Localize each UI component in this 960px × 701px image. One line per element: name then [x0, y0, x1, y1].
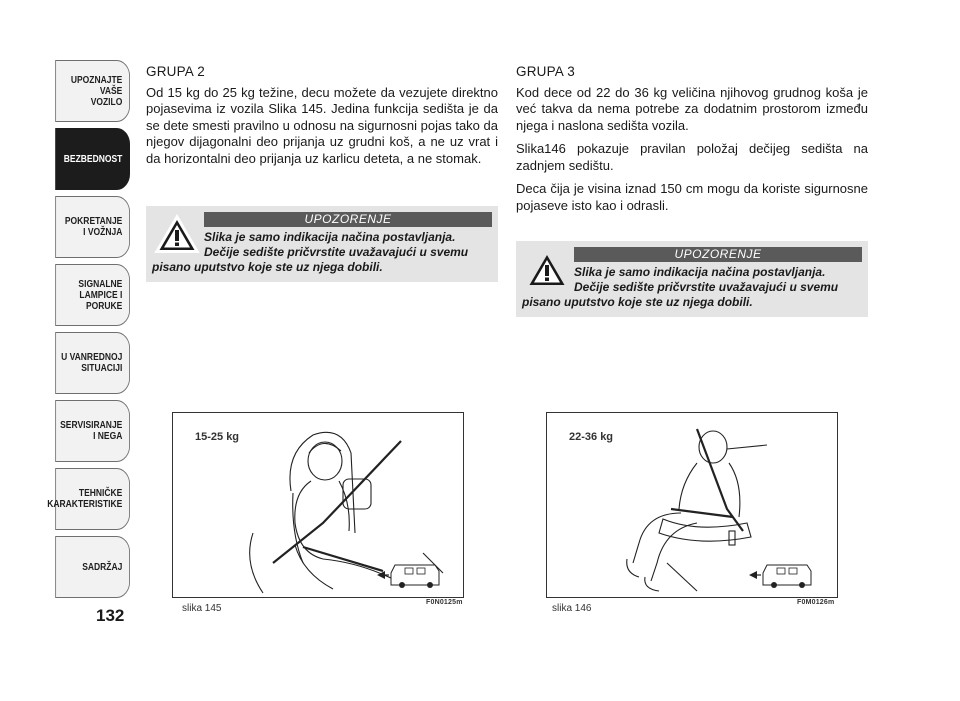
tab-label: UPOZNAJTE VAŠE VOZILO: [70, 74, 123, 108]
tab-tehnicke-karakteristike[interactable]: [47, 468, 130, 530]
page-number: 132: [96, 606, 125, 625]
warning-line: Dečije sedište pričvrstite uvažavajući u svemu: [204, 245, 469, 259]
body-paragraph: Od 15 kg do 25 kg težine, decu možete da vezujete direktno pojasevima iz vozila Slika 145. Jedina funkcija sedišta je da se dete smesti pravilno u odnosu na sigurnosni pojas tako da njegov dijagonalni deo prijanja uz grudni koš, a ne uz vrat i da horizontalni deo prijanja uz karlicu deteta, a ne stomak.: [146, 84, 498, 166]
tab-bezbednost[interactable]: [55, 128, 130, 190]
warning-line: pisano uputstvo koje ste uz njega dobili.: [152, 260, 383, 274]
warning-line: Dečije sedište pričvrstite uvažavajući u svemu: [574, 280, 839, 294]
weight-label: 15-25 kg: [195, 431, 240, 443]
tab-label: SADRŽAJ: [82, 561, 123, 573]
arrow-left-icon: [749, 571, 761, 579]
weight-label: 22-36 kg: [569, 431, 614, 443]
body-paragraph: Kod dece od 22 do 36 kg veličina njihovog grudnog koša je već takva da nema potrebe za dodatnim prostorom između njega i naslona sedišta vozila.: [516, 84, 868, 133]
warning-title: UPOZORENJE: [204, 212, 492, 227]
child-seat-rear-illustration: [547, 413, 839, 599]
warning-box: [516, 241, 868, 317]
group-2-section: [146, 64, 498, 174]
child-booster-seat-illustration: [173, 413, 465, 599]
figure-child-seat-rear: [546, 412, 838, 598]
body-paragraph: Deca čija je visina iznad 150 cm mogu da koriste sigurnosne pojaseve isto kao i odrasli.: [516, 181, 868, 213]
van-icon: [763, 565, 811, 588]
section-heading: GRUPA 3: [516, 64, 575, 79]
tab-sadrzaj[interactable]: [55, 536, 130, 598]
warning-title: UPOZORENJE: [574, 247, 862, 262]
tab-label: POKRETANJE I VOŽNJA: [64, 216, 123, 238]
tab-label: SIGNALNE LAMPICE I PORUKE: [78, 278, 123, 312]
tab-label: TEHNIČKE KARAKTERISTIKE: [47, 488, 123, 510]
figure-caption: slika 146: [552, 603, 592, 614]
tab-servisiranje-i-nega[interactable]: [55, 400, 130, 462]
section-heading: GRUPA 2: [146, 64, 205, 79]
body-paragraph: Slika146 pokazuje pravilan položaj dečijeg sedišta na zadnjem sedištu.: [516, 141, 868, 173]
warning-line: Slika je samo indikacija načina postavljanja.: [574, 265, 826, 279]
warning-line: Slika je samo indikacija načina postavljanja.: [204, 230, 456, 244]
figure-booster-seat: [172, 412, 464, 598]
tab-upoznajte-vase-vozilo[interactable]: [55, 60, 130, 122]
warning-text: [152, 230, 492, 275]
figure-code: F0N0125m: [426, 599, 463, 606]
tab-pokretanje-i-voznja[interactable]: [55, 196, 130, 258]
warning-line: pisano uputstvo koje ste uz njega dobili.: [522, 295, 753, 309]
van-icon: [391, 565, 439, 588]
tab-signalne-lampice[interactable]: [55, 264, 130, 326]
tab-label: SERVISIRANJE I NEGA: [60, 420, 123, 442]
warning-box: [146, 206, 498, 282]
tab-label: U VANREDNOJ SITUACIJI: [61, 352, 123, 374]
warning-text: [522, 265, 862, 310]
group-3-section: [516, 64, 868, 221]
figure-caption: slika 145: [182, 603, 222, 614]
tab-label: BEZBEDNOST: [63, 153, 123, 165]
tab-u-vanrednoj-situaciji[interactable]: [55, 332, 130, 394]
figure-code: F0M0126m: [797, 599, 835, 606]
